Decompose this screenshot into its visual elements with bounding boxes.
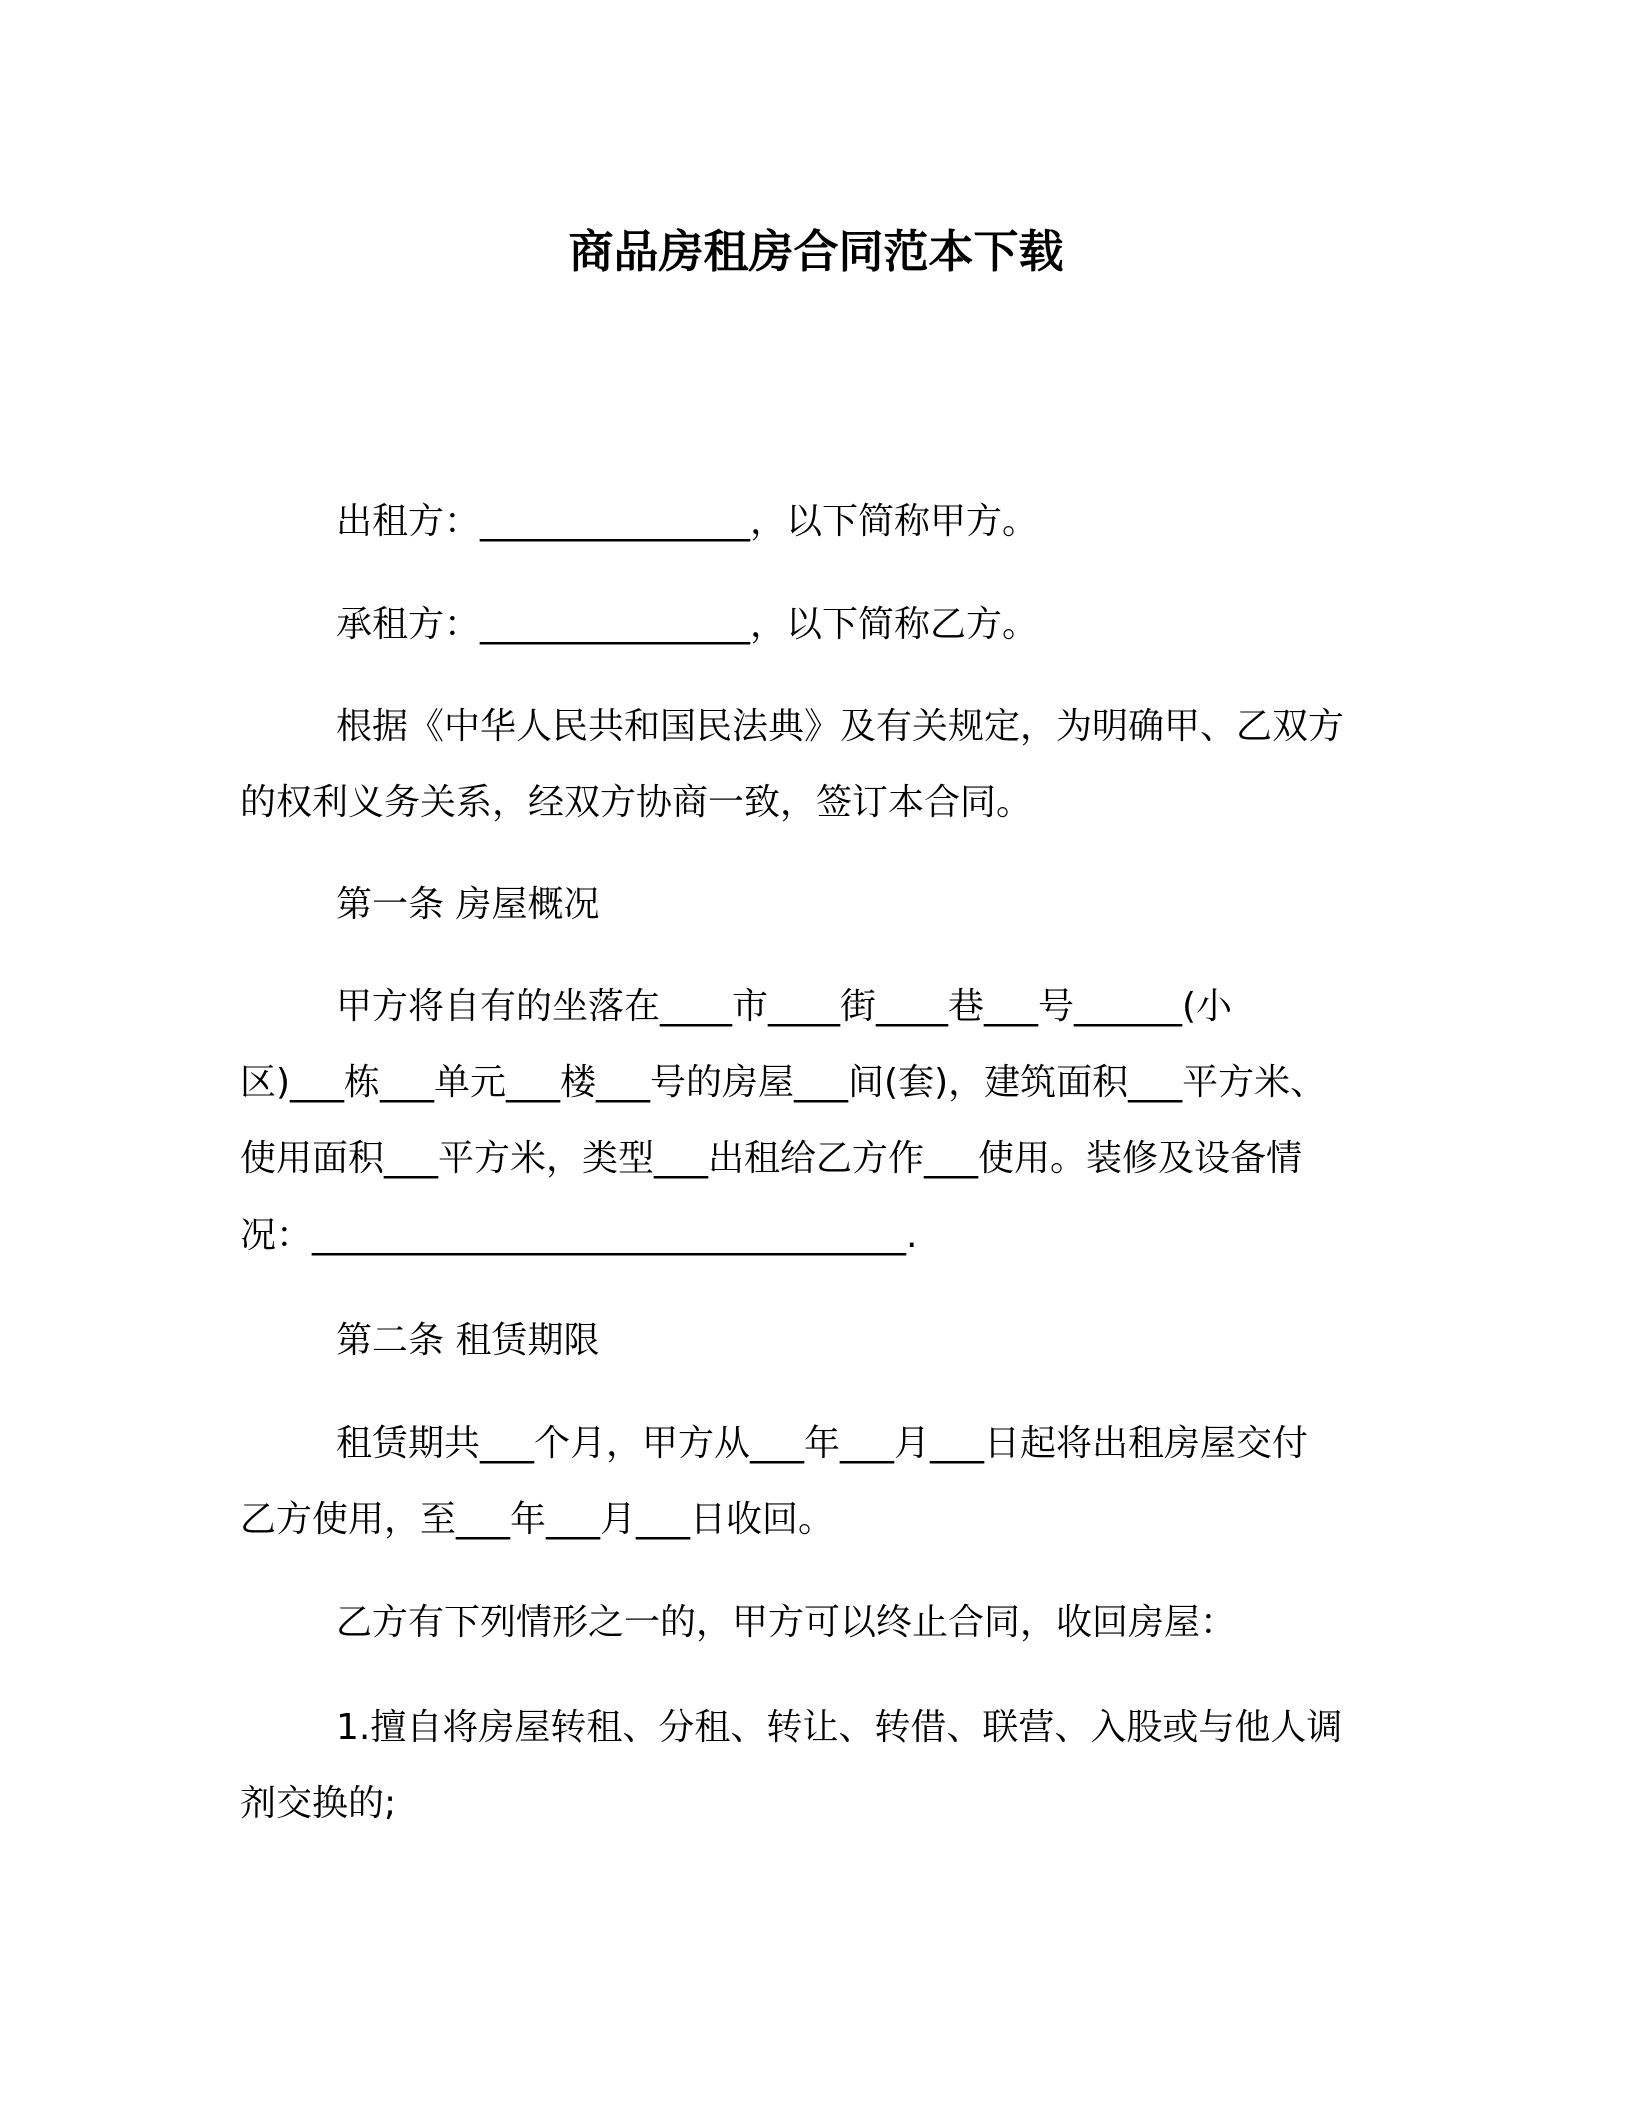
- item-1-line-1: 1.擅自将房屋转租、分租、转让、转借、联营、入股或与他人调: [336, 1707, 1343, 1748]
- article-2-line-1: 租赁期共___个月，甲方从___年___月___日起将出租房屋交付: [336, 1423, 1309, 1464]
- lessor-line: 出租方：_______________，以下简称甲方。: [336, 501, 1039, 542]
- intro-line-2: 的权利义务关系，经双方协商一致，签订本合同。: [240, 782, 1033, 823]
- lessee-line: 承租方：_______________，以下简称乙方。: [336, 604, 1039, 645]
- article-1-line-3: 使用面积___平方米，类型___出租给乙方作___使用。装修及设备情: [240, 1138, 1303, 1179]
- article-1-heading: 第一条 房屋概况: [336, 884, 600, 925]
- article-2-heading: 第二条 租赁期限: [336, 1320, 600, 1361]
- intro-line-1: 根据《中华人民共和国民法典》及有关规定，为明确甲、乙双方: [336, 706, 1345, 747]
- termination-line: 乙方有下列情形之一的，甲方可以终止合同，收回房屋：: [336, 1602, 1237, 1643]
- article-1-line-4: 况：_________________________________.: [240, 1215, 918, 1256]
- article-1-line-1: 甲方将自有的坐落在____市____街____巷___号______(小: [336, 986, 1233, 1027]
- article-2-line-2: 乙方使用，至___年___月___日收回。: [240, 1499, 835, 1540]
- item-1-line-2: 剂交换的;: [240, 1783, 397, 1824]
- article-1-line-2: 区)___栋___单元___楼___号的房屋___间(套)，建筑面积___平方米、: [240, 1062, 1327, 1103]
- document-title: 商品房租房合同范本下载: [568, 225, 1064, 278]
